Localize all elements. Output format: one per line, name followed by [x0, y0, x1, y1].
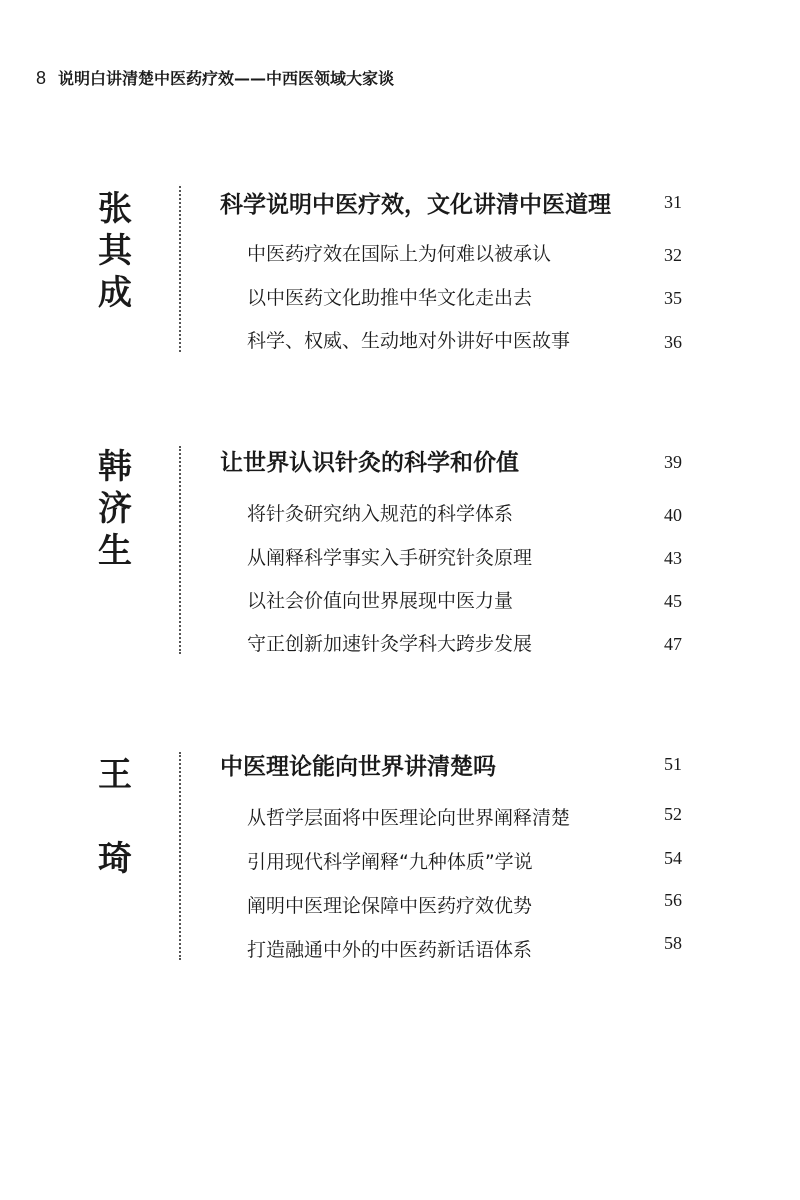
chapter-page: 51 — [664, 754, 682, 774]
author-char: 济 — [98, 489, 132, 529]
subsection-title[interactable]: 以社会价值向世界展现中医力量 — [247, 590, 514, 612]
subsection-title[interactable]: 以中医药文化助推中华文化走出去 — [247, 287, 533, 309]
book-title: 说明白讲清楚中医药疗效——中西医领域大家谈 — [58, 69, 395, 88]
subsection-page: 35 — [664, 288, 682, 308]
chapter-title[interactable]: 中医理论能向世界讲清楚吗 — [220, 754, 496, 780]
dotted-divider — [179, 186, 181, 352]
author-char: 韩 — [98, 447, 132, 487]
author-char: 成 — [98, 273, 132, 313]
subsection-title[interactable]: 打造融通中外的中医药新话语体系 — [247, 939, 533, 961]
author-char: 张 — [98, 189, 132, 229]
subsection-page: 58 — [664, 933, 682, 953]
author-name-vertical — [92, 189, 138, 313]
dotted-divider — [179, 752, 181, 960]
page-number: 8 — [36, 68, 47, 88]
author-name-vertical — [92, 755, 138, 879]
subsection-title[interactable]: 引用现代科学阐释“九种体质”学说 — [247, 851, 533, 873]
subsection-page: 43 — [664, 548, 682, 568]
subsection-page: 45 — [664, 591, 682, 611]
subsection-title[interactable]: 阐明中医理论保障中医药疗效优势 — [247, 895, 533, 917]
subsection-title[interactable]: 守正创新加速针灸学科大跨步发展 — [247, 633, 533, 655]
author-char: 生 — [98, 531, 132, 571]
chapter-title[interactable]: 科学说明中医疗效，文化讲清中医道理 — [220, 192, 611, 218]
author-char: 其 — [98, 231, 132, 271]
subsection-page: 40 — [664, 505, 682, 525]
subsection-page: 54 — [664, 848, 682, 868]
chapter-page: 39 — [664, 452, 682, 472]
chapter-title[interactable]: 让世界认识针灸的科学和价值 — [220, 450, 519, 476]
author-name-vertical — [92, 447, 138, 571]
subsection-page: 36 — [664, 332, 682, 352]
subsection-page: 56 — [664, 890, 682, 910]
author-char: 王 — [98, 755, 132, 795]
running-head — [36, 66, 394, 89]
dotted-divider — [179, 446, 181, 654]
subsection-page: 32 — [664, 245, 682, 265]
subsection-page: 47 — [664, 634, 682, 654]
subsection-title[interactable]: 从哲学层面将中医理论向世界阐释清楚 — [247, 807, 571, 829]
subsection-title[interactable]: 将针灸研究纳入规范的科学体系 — [247, 503, 514, 525]
subsection-title[interactable]: 中医药疗效在国际上为何难以被承认 — [247, 243, 552, 265]
chapter-page: 31 — [664, 192, 682, 212]
subsection-title[interactable]: 科学、权威、生动地对外讲好中医故事 — [247, 330, 571, 352]
author-char: 琦 — [98, 839, 132, 879]
subsection-page: 52 — [664, 804, 682, 824]
subsection-title[interactable]: 从阐释科学事实入手研究针灸原理 — [247, 547, 533, 569]
